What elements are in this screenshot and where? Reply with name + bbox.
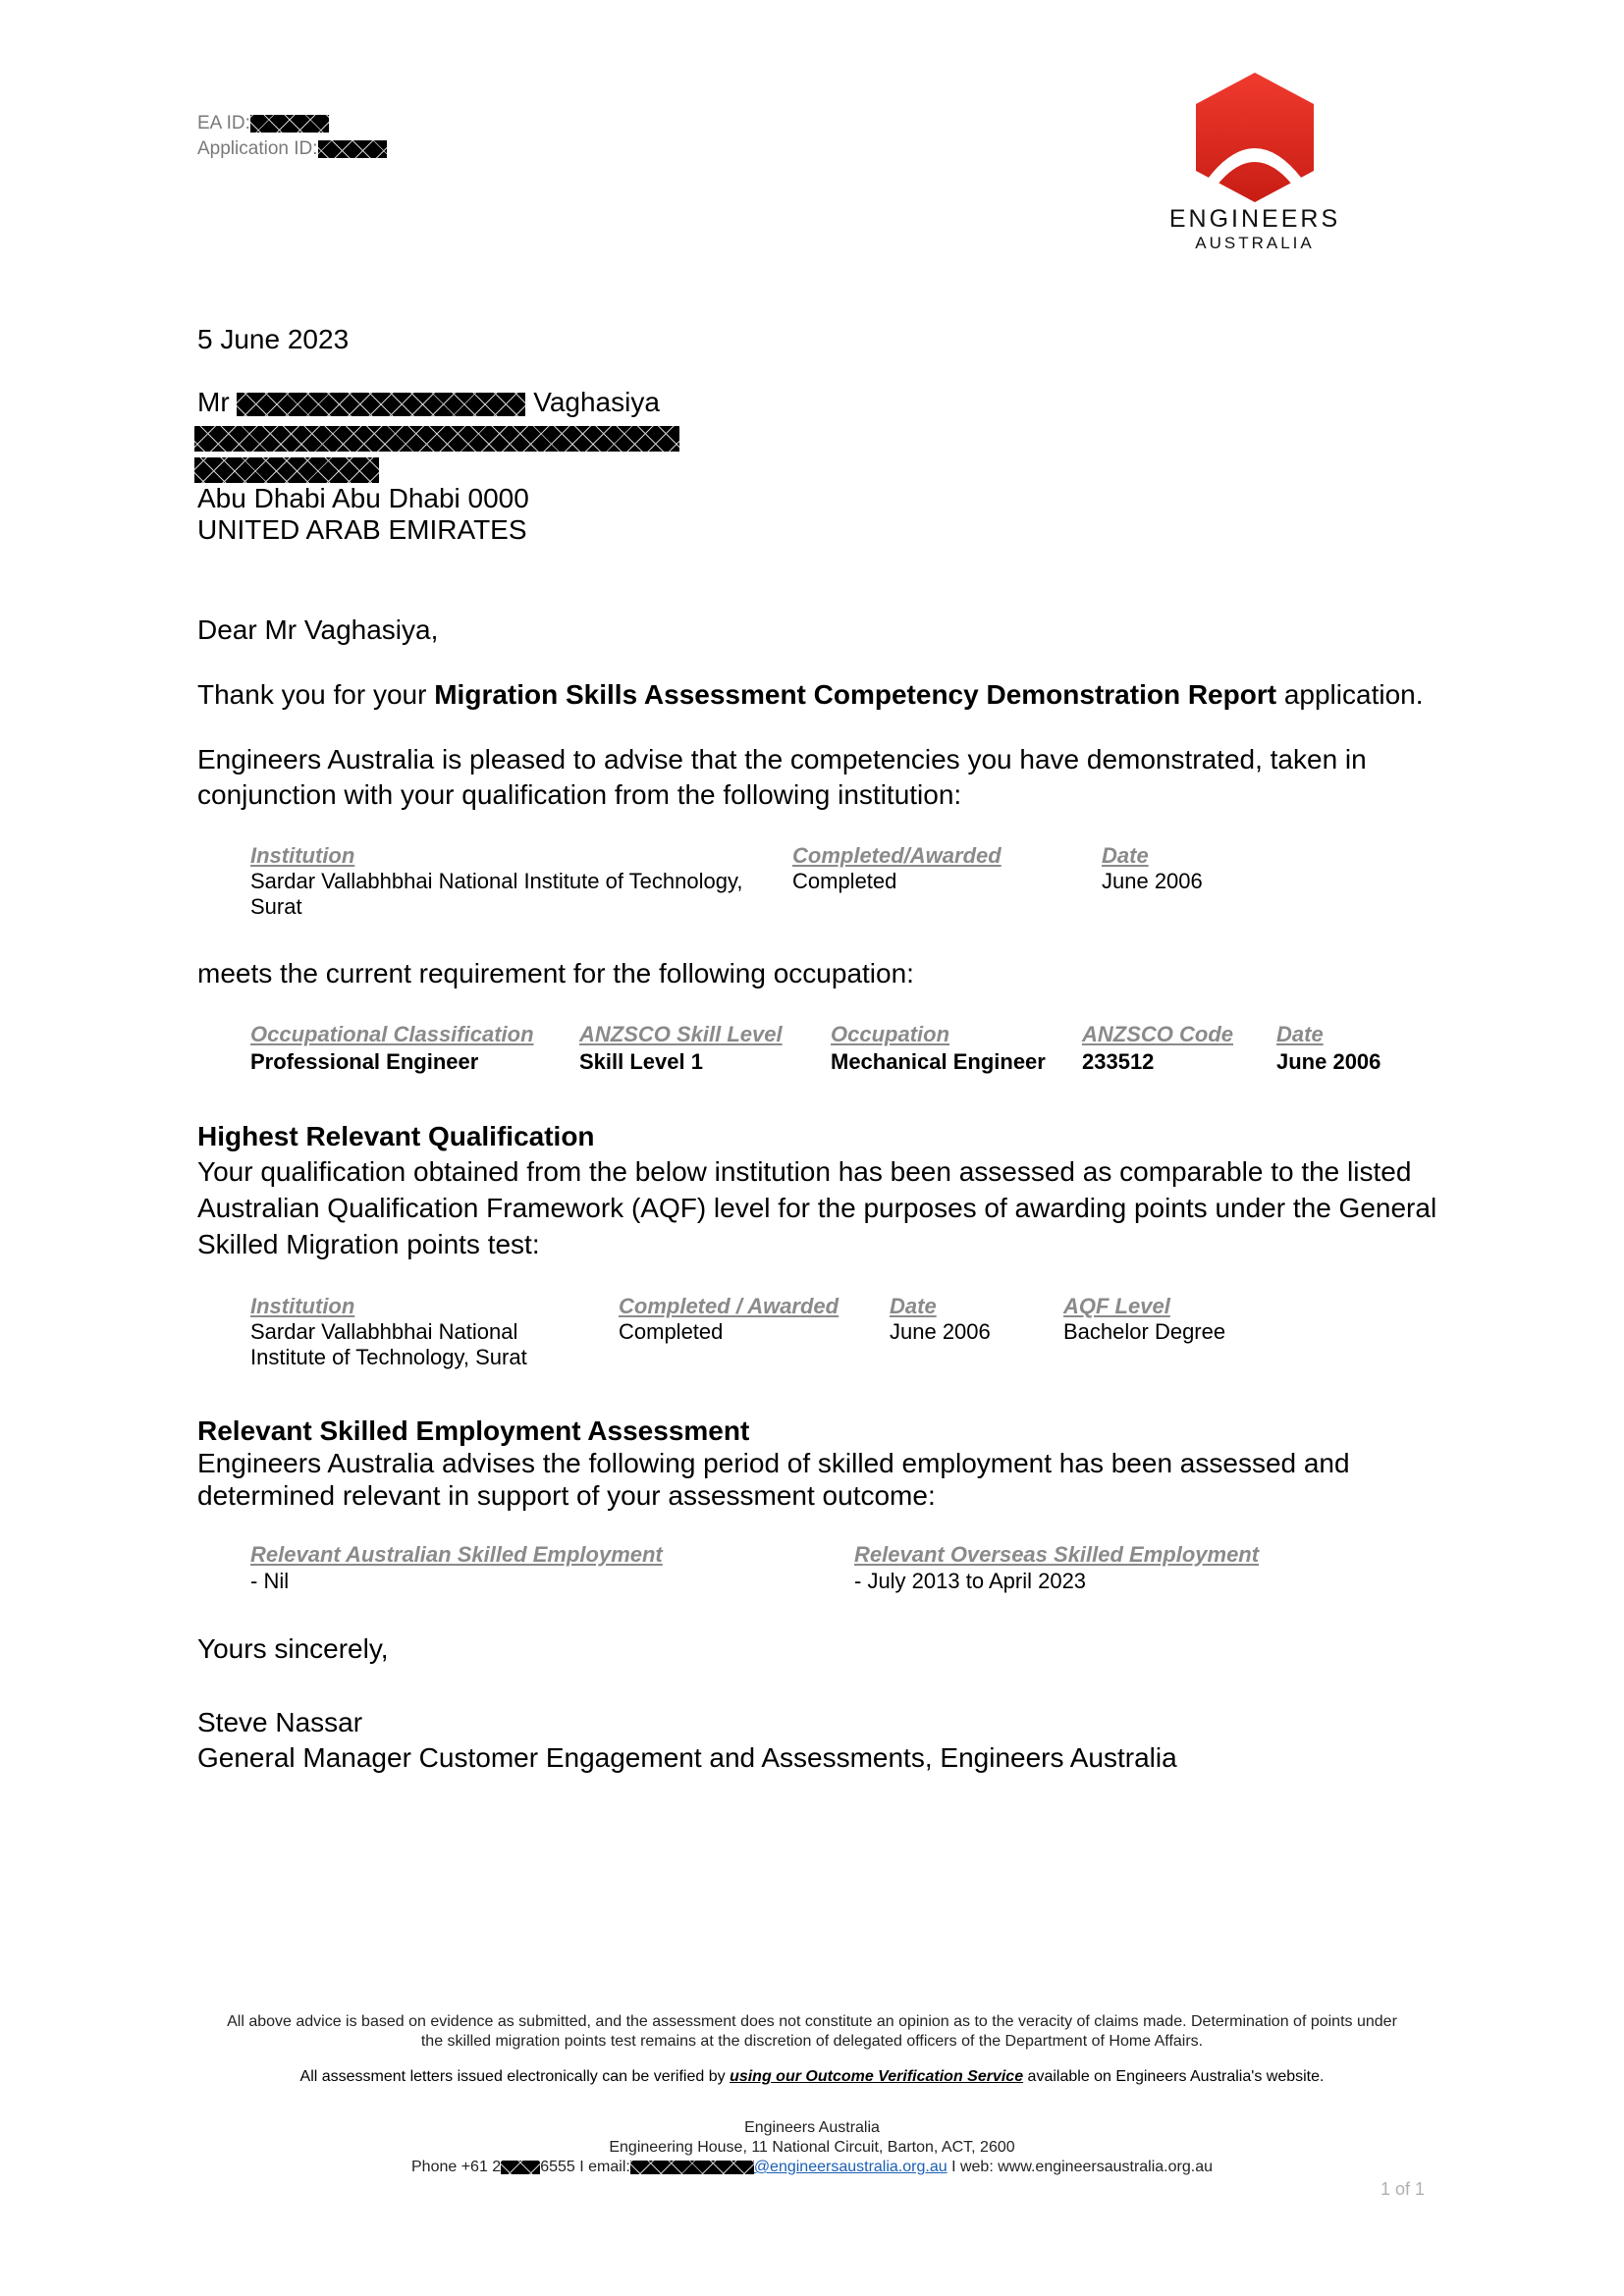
occ-header-anzsco-code: ANZSCO Code — [1082, 1022, 1233, 1046]
occ-classification-value: Professional Engineer — [250, 1049, 479, 1074]
logo-line-australia: AUSTRALIA — [1195, 234, 1315, 252]
address-country: UNITED ARAB EMIRATES — [197, 514, 527, 545]
footer-web: I web: www.engineersaustralia.org.au — [947, 2159, 1213, 2175]
ea-id-line — [197, 111, 329, 136]
signatory-title: General Manager Customer Engagement and Assessments, Engineers Australia — [197, 1742, 1177, 1773]
inst-name-line-2: Surat — [250, 894, 302, 919]
occ-header-skill-level: ANZSCO Skill Level — [579, 1022, 783, 1046]
signatory-name: Steve Nassar — [197, 1707, 363, 1737]
footer-disclaimer-line-1: All above advice is based on evidence as submitted, and the assessment does not constitute an opinion as to the veracity of claims made. Determination of points under — [227, 2013, 1397, 2030]
employment-line-2: determined relevant in support of your assessment outcome: — [197, 1480, 936, 1511]
occ-occupation-value: Mechanical Engineer — [831, 1049, 1046, 1074]
occ-header-date: Date — [1276, 1022, 1324, 1046]
redacted-given-name — [237, 393, 525, 416]
intro-paragraph — [197, 677, 1424, 713]
qual-date-value: June 2006 — [890, 1319, 991, 1344]
inst-date-value: June 2006 — [1102, 869, 1203, 893]
engineers-australia-logo — [1157, 69, 1353, 275]
logo-line-engineers: ENGINEERS — [1168, 205, 1341, 233]
qual-header-aqf-level: AQF Level — [1063, 1294, 1170, 1318]
address-city: Abu Dhabi Abu Dhabi 0000 — [197, 483, 529, 513]
letter-date: 5 June 2023 — [197, 324, 350, 354]
inst-header-institution: Institution — [250, 843, 355, 868]
ea-id-label: EA ID: — [197, 113, 250, 133]
qual-institution-line-1: Sardar Vallabhbhai National — [250, 1319, 518, 1344]
footer-contact — [147, 2158, 1477, 2177]
footer-verify-text-end: available on Engineers Australia's website. — [1023, 2068, 1325, 2085]
qualification-line-1: Your qualification obtained from the below institution has been assessed as comparable to the listed — [197, 1156, 1412, 1187]
occ-header-classification: Occupational Classification — [250, 1022, 534, 1046]
qual-header-completed: Completed / Awarded — [619, 1294, 839, 1318]
footer-verify-text: All assessment letters issued electronically can be verified by — [299, 2068, 731, 2085]
intro-text-start: Thank you for your — [197, 679, 435, 710]
qual-aqf-value: Bachelor Degree — [1063, 1319, 1226, 1344]
qualification-line-2: Australian Qualification Framework (AQF) level for the purposes of awarding points under the General — [197, 1193, 1437, 1223]
occ-skill-level-value: Skill Level 1 — [579, 1049, 703, 1074]
redacted-application-id — [318, 140, 387, 158]
redacted-ea-id — [250, 115, 329, 133]
emp-australian-value: - Nil — [250, 1569, 290, 1593]
application-id-label: Application ID: — [197, 138, 318, 159]
application-type: Migration Skills Assessment Competency Demonstration Report — [434, 679, 1277, 710]
footer-verification — [147, 2067, 1477, 2087]
salutation: Dear Mr Vaghasiya, — [197, 614, 439, 645]
outcome-verification-link[interactable]: using our Outcome Verification Service — [730, 2068, 1024, 2085]
inst-header-completed: Completed/Awarded — [792, 843, 1001, 868]
page-number: 1 of 1 — [1380, 2179, 1426, 2199]
qual-header-date: Date — [890, 1294, 937, 1318]
emp-header-overseas: Relevant Overseas Skilled Employment — [854, 1542, 1260, 1567]
employment-line-1: Engineers Australia advises the following period of skilled employment has been assessed and — [197, 1448, 1350, 1478]
qualification-heading: Highest Relevant Qualification — [197, 1121, 595, 1151]
footer-phone-prefix: Phone +61 2 — [411, 2159, 502, 2175]
application-id-line — [197, 136, 387, 162]
recipient-prefix: Mr — [197, 387, 230, 417]
redacted-email-user — [630, 2161, 754, 2174]
recipient-name — [197, 385, 660, 420]
inst-completed-value: Completed — [792, 869, 897, 893]
footer-disclaimer-line-2: the skilled migration points test remains at the discretion of delegated officers of the Department of Home Affairs. — [420, 2033, 1204, 2050]
occ-anzsco-code-value: 233512 — [1082, 1049, 1155, 1074]
inst-header-date: Date — [1102, 843, 1149, 868]
footer-address: Engineering House, 11 National Circuit, Barton, ACT, 2600 — [609, 2139, 1015, 2156]
employment-heading: Relevant Skilled Employment Assessment — [197, 1415, 750, 1446]
redacted-phone — [501, 2161, 540, 2174]
para-competencies-line-1: Engineers Australia is pleased to advise that the competencies you have demonstrated, taken in — [197, 744, 1367, 774]
redacted-address-line-2 — [194, 457, 379, 483]
occ-date-value: June 2006 — [1276, 1049, 1381, 1074]
footer-email-link[interactable]: @engineersaustralia.org.au — [753, 2159, 947, 2175]
meets-requirement-text: meets the current requirement for the following occupation: — [197, 958, 914, 988]
occ-header-occupation: Occupation — [831, 1022, 950, 1046]
qual-completed-value: Completed — [619, 1319, 724, 1344]
qual-institution-line-2: Institute of Technology, Surat — [250, 1345, 527, 1369]
para-competencies-line-2: conjunction with your qualification from the following institution: — [197, 779, 962, 810]
emp-header-australian: Relevant Australian Skilled Employment — [250, 1542, 663, 1567]
footer-org-name: Engineers Australia — [744, 2119, 880, 2136]
sign-off: Yours sincerely, — [197, 1633, 389, 1664]
emp-overseas-value: - July 2013 to April 2023 — [854, 1569, 1087, 1593]
hexagon-logo-icon — [1157, 69, 1353, 206]
footer-phone-suffix: 6555 I email: — [540, 2159, 630, 2175]
qual-header-institution: Institution — [250, 1294, 355, 1318]
qualification-line-3: Skilled Migration points test: — [197, 1229, 540, 1259]
inst-name-line-1: Sardar Vallabhbhai National Institute of Technology, — [250, 869, 743, 893]
redacted-address-line-1 — [194, 426, 679, 452]
intro-text-end: application. — [1276, 679, 1424, 710]
recipient-surname: Vaghasiya — [533, 387, 660, 417]
